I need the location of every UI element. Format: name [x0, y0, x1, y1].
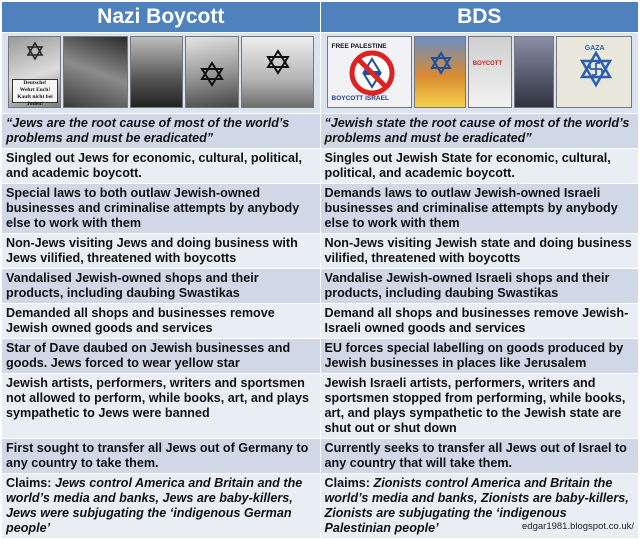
claims-right: Claims: Zionists control America and Britain the world’s media and banks, Zionists are baby-killers, Zionists are subjugating the ‘indigenous Palestinian people’ — [320, 474, 639, 539]
comparison-row — [2, 374, 639, 439]
star-of-david-icon — [242, 37, 314, 107]
photo-crowd — [514, 36, 554, 108]
bds-cell: Demands laws to outlaw Jewish-owned Israeli businesses and criminalise attempts by anybody else to work with them — [320, 184, 639, 234]
photo-officer — [63, 36, 128, 108]
comparison-row — [2, 269, 639, 304]
nazi-boycott-cell: Demanded all shops and businesses remove Jewish owned goods and services — [2, 304, 321, 339]
photo-free-palestine: FREE PALESTINE BOYCOTT ISRAEL — [327, 36, 413, 108]
header-row — [2, 2, 639, 33]
nazi-boycott-cell: First sought to transfer all Jews out of Germany to any country to take them. — [2, 439, 321, 474]
header-nazi-boycott: Nazi Boycott — [2, 2, 321, 33]
comparison-row — [2, 114, 639, 149]
bds-photos-cell — [320, 33, 639, 114]
comparison-row — [2, 234, 639, 269]
comparison-row — [2, 184, 639, 234]
comparison-row — [2, 149, 639, 184]
comparison-row — [2, 439, 639, 474]
photo-gaza-graffiti: GAZA — [556, 36, 632, 108]
bds-cell: “Jewish state the root cause of most of the world’s problems and must be eradicated” — [320, 114, 639, 149]
image-row — [2, 33, 639, 114]
photo-burning-flag — [414, 36, 466, 108]
comparison-row — [2, 304, 639, 339]
comparison-table — [1, 1, 639, 539]
nazi-boycott-cell: Vandalised Jewish-owned shops and their products, including daubing Swastikas — [2, 269, 321, 304]
bds-cell: Vandalise Jewish-owned Israeli shops and their products, including daubing Swastikas — [320, 269, 639, 304]
nazi-boycott-cell: Jewish artists, performers, writers and sportsmen not allowed to perform, while books, art, and plays sympathetic to Jews were banned — [2, 374, 321, 439]
photo-placard: BOYCOTT — [468, 36, 512, 108]
bds-cell: Non-Jews visiting Jewish state and doing business vilified, threatened with boycotts — [320, 234, 639, 269]
bds-cell: Currently seeks to transfer all Jews out of Israel to any country that will take them. — [320, 439, 639, 474]
nazi-boycott-cell: Special laws to both outlaw Jewish-owned businesses and criminalise attempts by anybody else to work with them — [2, 184, 321, 234]
comparison-row — [2, 339, 639, 374]
photo-shopfront — [185, 36, 238, 108]
nazi-boycott-cell: Singled out Jews for economic, cultural, political, and academic boycott. — [2, 149, 321, 184]
photo-window — [241, 36, 314, 108]
bds-cell: Singles out Jewish State for economic, cultural, political, and academic boycott. — [320, 149, 639, 184]
star-of-david-icon — [186, 37, 238, 107]
blog-credit: edgar1981.blogspot.co.uk/ — [522, 521, 634, 532]
bds-cell: Jewish Israeli artists, performers, writers and sportsmen stopped from performing, while books, art, and plays sympathetic to the Jewish state are shut out or shut down — [320, 374, 639, 439]
claims-left: Claims: Jews control America and Britain and the world’s media and banks, Jews are baby-killers, Jews were subjugating the ‘indigenous German people’ — [2, 474, 321, 539]
nazi-boycott-cell: Star of Dave daubed on Jewish businesses and goods. Jews forced to wear yellow star — [2, 339, 321, 374]
nazi-photos-cell — [2, 33, 321, 114]
boycott-sign: Deutsche! Wehrt Euch! Kauft nicht bei Juden! — [12, 79, 58, 103]
photo-soldiers — [130, 36, 183, 108]
bds-cell: EU forces special labelling on goods produced by Jewish businesses in places like Jerusalem — [320, 339, 639, 374]
bds-cell: Demand all shops and businesses remove Jewish-Israeli owned goods and services — [320, 304, 639, 339]
photo-sign — [8, 36, 61, 108]
nazi-boycott-cell: “Jews are the root cause of most of the world’s problems and must be eradicated” — [2, 114, 321, 149]
header-bds: BDS — [320, 2, 639, 33]
nazi-boycott-cell: Non-Jews visiting Jews and doing business with Jews vilified, threatened with boycotts — [2, 234, 321, 269]
star-of-david-icon — [415, 37, 466, 107]
